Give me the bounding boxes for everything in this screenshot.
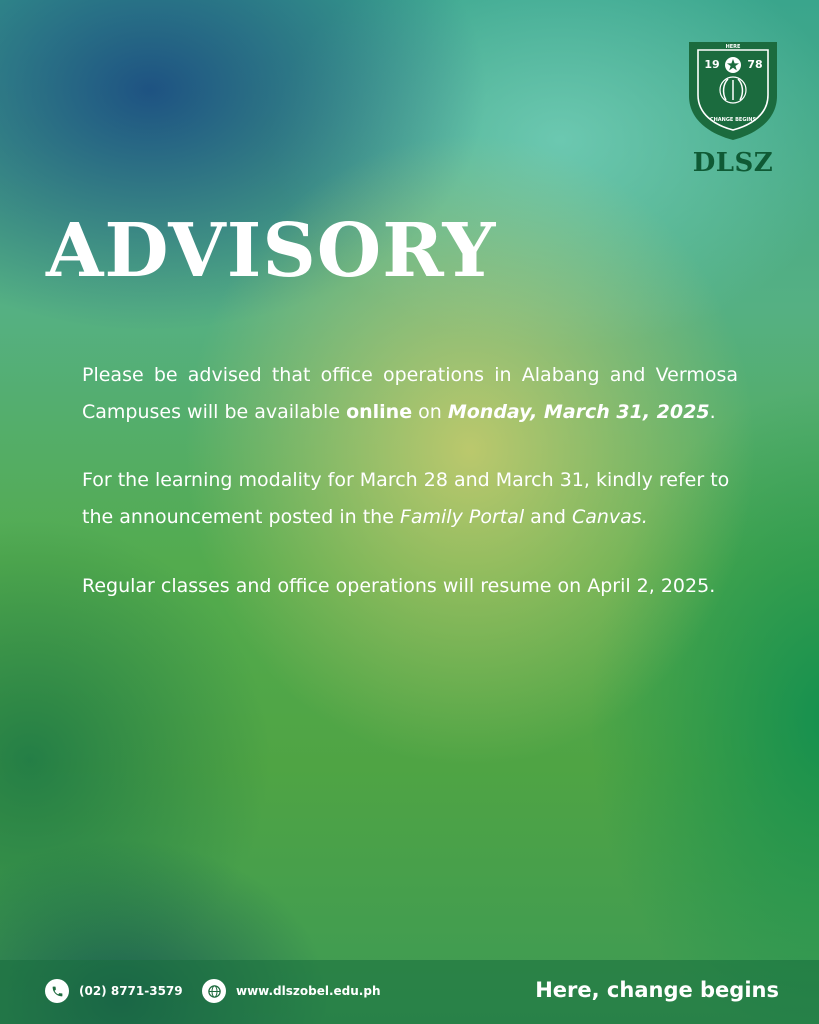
p1-text-a: Please be advised that office operations in Alabang and Vermosa Campuses will be available	[82, 364, 738, 423]
phone-contact	[45, 979, 183, 1003]
advisory-paragraph-3: Regular classes and office operations will resume on April 2, 2025.	[82, 575, 716, 597]
phone-number: (02) 8771-3579	[79, 984, 183, 998]
p1-period: .	[709, 401, 716, 423]
website-contact[interactable]	[202, 979, 381, 1003]
p2-family-portal: Family Portal	[399, 506, 525, 528]
tagline: Here, change begins	[535, 978, 779, 1002]
p1-date: Monday, March 31, 2025	[447, 401, 710, 423]
advisory-paragraph-1	[82, 357, 738, 431]
p1-online: online	[346, 401, 413, 423]
logo-name: DLSZ	[692, 148, 774, 178]
p2-canvas: Canvas.	[571, 506, 648, 528]
footer-bar	[0, 960, 819, 1024]
globe-icon	[202, 979, 226, 1003]
logo-year-left: 19	[704, 58, 720, 71]
phone-icon	[45, 979, 69, 1003]
logo-top-text: HERE	[725, 44, 741, 50]
p2-text-a: For the learning modality for March 28 and March 31, kindly refer to the announcement posted in the	[82, 469, 730, 528]
school-logo	[686, 38, 780, 178]
advisory-paragraph-2	[82, 462, 738, 536]
logo-year-right: 78	[747, 58, 763, 71]
website-link[interactable]: www.dlszobel.edu.ph	[236, 984, 381, 998]
p1-text-c: on	[412, 401, 448, 423]
page-title: ADVISORY	[46, 208, 497, 294]
logo-motto: CHANGE BEGINS	[709, 117, 757, 123]
p2-text-c: and	[524, 506, 572, 528]
shield-crest-icon	[686, 38, 780, 142]
